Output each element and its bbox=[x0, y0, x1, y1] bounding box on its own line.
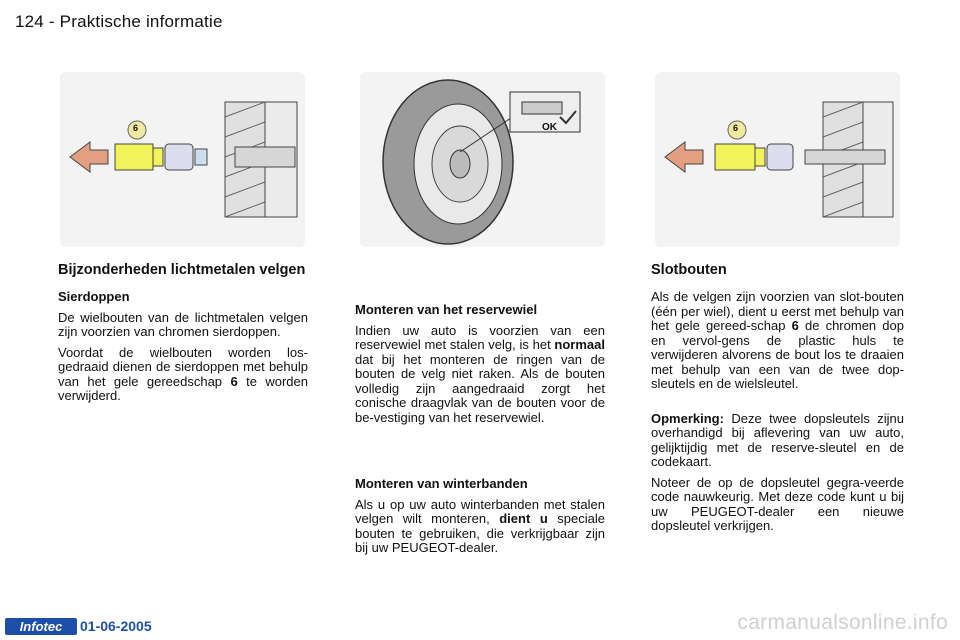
subsection-heading: Monteren van winterbanden bbox=[355, 476, 528, 491]
section-heading: Slotbouten bbox=[651, 262, 727, 278]
subsection-heading: Sierdoppen bbox=[58, 289, 130, 304]
column-spare-wheel bbox=[355, 303, 605, 562]
illustration-cap-removal bbox=[60, 72, 305, 247]
paragraph: Noteer de op de dopsleutel gegra-veerde code nauwkeurig. Met deze code kunt u bij uw PEUGEOT-dealer een nieuwe dopsleutel verkrijgen. bbox=[651, 474, 904, 533]
paragraph: De wielbouten van de lichtmetalen velgen zijn voorzien van chromen sierdoppen. bbox=[58, 309, 308, 339]
column-alloy-wheels bbox=[58, 263, 308, 410]
infotec-logo: Infotec bbox=[5, 618, 77, 635]
footer-date: 01-06-2005 bbox=[80, 618, 152, 634]
watermark: carmanualsonline.info bbox=[737, 611, 948, 634]
page-title: 124 - Praktische informatie bbox=[15, 12, 223, 31]
paragraph: Indien uw auto is voorzien van een reservewiel met stalen velg, is het normaal dat bij het monteren de ringen van de bouten de velg niet raken. Als de bouten volledig zijn aangedraaid zorgt het conische draagvlak van de bouten voor de be-vestiging van het reservewiel. bbox=[355, 322, 605, 425]
paragraph: Voordat de wielbouten worden los-gedraaid dienen de sierdoppen met behulp van het gele gereedschap 6 te worden verwijderd. bbox=[58, 344, 308, 403]
illustration-lock-bolt bbox=[655, 72, 900, 247]
subsection-heading: Monteren van het reservewiel bbox=[355, 302, 538, 317]
paragraph: Opmerking: Deze twee dopsleutels zijnu overhandigd bij aflevering van uw auto, gelijktijdig met de reserve-sleutel en de codekaart. bbox=[651, 410, 904, 469]
tool-6-badge: 6 bbox=[133, 123, 139, 133]
illustration-spare-wheel bbox=[360, 72, 605, 247]
paragraph: Als de velgen zijn voorzien van slot-bouten (één per wiel), dient u eerst met behulp van het gele gereed-schap 6 de chromen dop en vervol-gens de plastic huls te verwijderen alvorens de bout los te draaien met behulp van een van de twee dop-sleutels en de wielsleutel. bbox=[651, 289, 904, 391]
column-lock-bolts bbox=[651, 263, 904, 540]
tool-6-badge: 6 bbox=[733, 123, 739, 133]
ok-label: OK bbox=[542, 122, 557, 133]
section-heading: Bijzonderheden lichtmetalen velgen bbox=[58, 262, 306, 278]
paragraph: Als u op uw auto winterbanden met stalen velgen wilt monteren, dient u speciale bouten te gebruiken, die verkrijgbaar zijn bij uw PEUGEOT-dealer. bbox=[355, 496, 605, 555]
